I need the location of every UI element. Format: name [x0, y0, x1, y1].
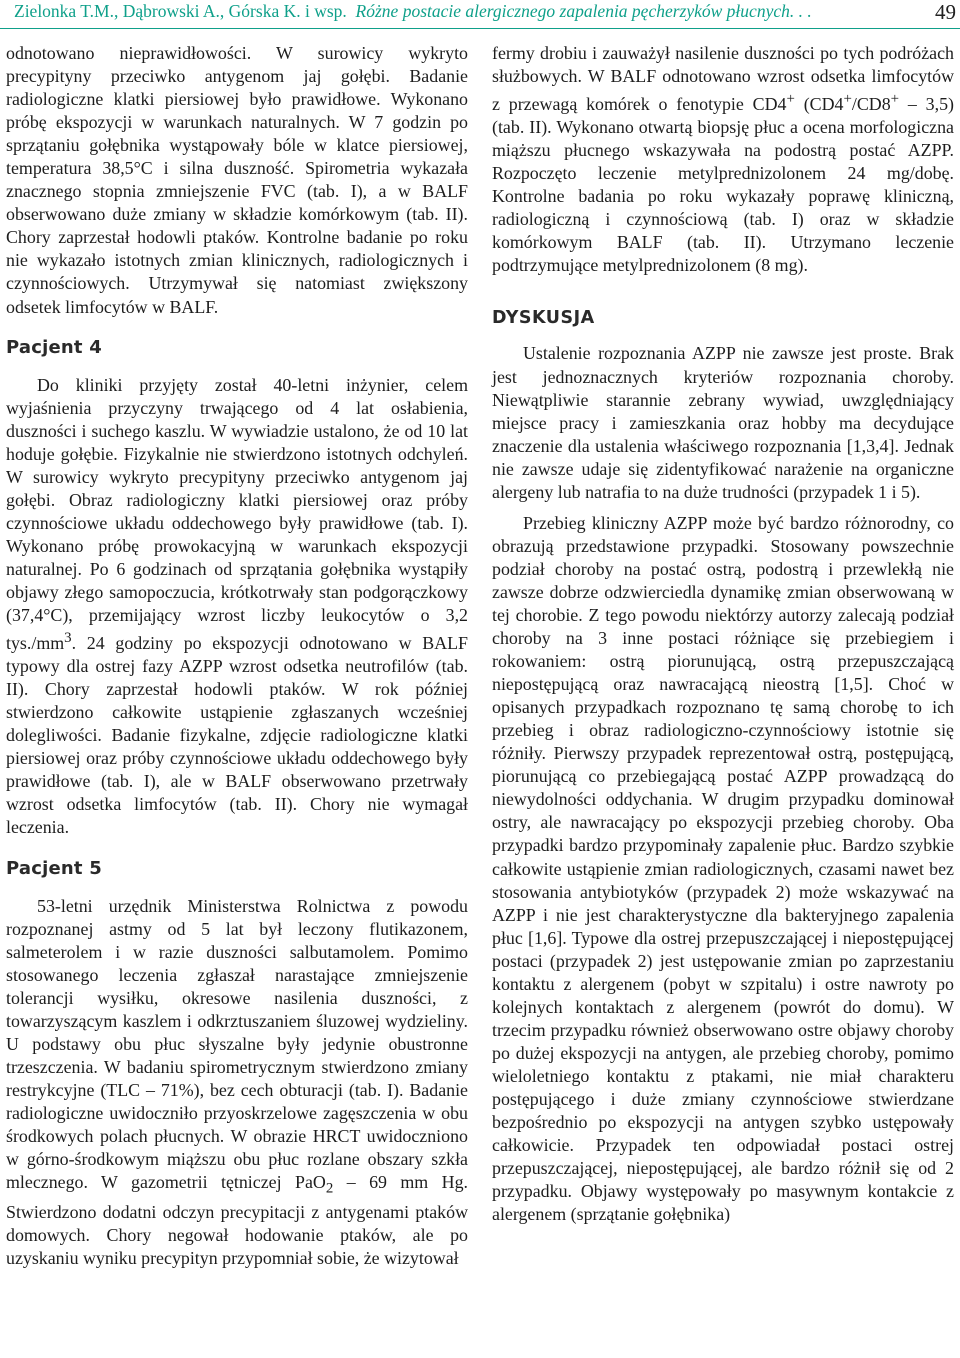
- case5-cont-a: fermy drobiu i zauważył nasilenie duszności po tych podróżach służbowych. W BALF odnotowano wzrost odsetka limfocytów z przewagą komórek o fenotypie CD4: [492, 43, 954, 115]
- case4-text-b: . 24 godziny po ekspozycji odnotowano w BALF typowy dla ostrej fazy AZPP wzrost odsetka neutrofilów (tab. II). Chory zaprzestał hodowli ptaków. W rok później stwierdzono całkowite ustąpienie zgłaszanych wcześniej dolegliwości. Badanie fizykalne, zdjęcie radiologiczne klatki piersiowej oraz próby czynnościowe układu oddechowego były prawidłowe (tab. I), ale w BALF obserwowano przetrwały wzrost odsetka limfocytów (tab. II). Chory nie wymagał leczenia.: [6, 633, 468, 838]
- case4-text-a: Do kliniki przyjęty został 40-letni inżynier, celem wyjaśnienia przyczyny trwającego od 4 lat osłabienia, duszności i suchego kaszlu. W wywiadzie ustalono, że od 10 lat hoduje gołębie. Fizykalnie nie stwierdzono istotnych odchyleń. W surowicy wykryto precypityny przeciwko antygenom jaj gołębi. Obraz radiologiczny klatki piersiowej oraz próby czynnościowe układu oddechowego były prawidłowe (tab. I). Wykonano próbę prowokacyjną w warunkach ekspozycji naturalnej. Po 6 godzinach od sprzątania gołębnika wystąpiły objawy złego samopoczucia, krótkotrwały stan podgorączkowy (37,4°C), przemijający wzrost liczby leukocytów o 3,2 tys./mm: [6, 374, 468, 654]
- case5-cont-b: (CD4: [794, 94, 844, 115]
- discussion-paragraph-2: Przebieg kliniczny AZPP może być bardzo różnorodny, co obrazują przedstawione przypadki. Stosowany powszechnie podział choroby na postać ostrą, podostrą i przewlekłą nie zawsze dobrze odzwierciedla dynamikę zmian obserwowaną w tej chorobie. Z tego powodu niektórzy autorzy zalecają podział choroby na 3 inne postaci różniące się przebiegiem i rokowaniem: ostrą piorunującą, ostrą przepuszczającą niepostępującą oraz nawracającą nieostrą [1,5]. Choć w opisanych przypadkach rozpoznano tę samą chorobę to ich przebieg i obraz radiologiczno-czynnościowy istotnie się różniły. Pierwszy przypadek reprezentował ostrą, postępującą, piorunującą co przebiegającą postać AZPP prowadzącą do niewydolności oddychania. W drugim przypadku dominował ostry, ale nawracający po ekspozycji przebieg choroby. Oba przypadki bardzo przypominały zapalenie płuc. Bardzo szybkie całkowite ustąpienie zmian radiologicznych, czasami nawet bez stosowania antybiotyków (przypadek 2) może wskazywać na AZPP i nie jest charakterystyczne dla bakteryjnego zapalenia płuc [1,6]. Typowe dla ostrej przepuszczającej i niepostępującej postaci (przypadek 2) jest ustępowanie zmian po zaprzestaniu kontaktu z alergenem (pobyt w szpitalu) i ostre nawroty po kolejnych kontaktach z alergenem (powrót do domu). W trzecim przypadku również obserwowano ostre objawy choroby po dużej ekspozycji na antygen, ale przebieg choroby, pomimo wieloletniego kontaktu z ptakami, nie miał charakteru postępującego i duże zmiany czynnościowe stwierdzane bezpośrednio po ekspozycji na antygen szybko ustępowały całkowicie. Przypadek ten odpowiadał postaci ostrej przepuszczającej, niepostępującej, ale bardzo różnił się od 2 przypadku. Objawy występowały po masywnym kontakcie z alergenem (sprzątanie gołębnika): [492, 512, 954, 1225]
- case3-continuation: odnotowano nieprawidłowości. W surowicy wykryto precypityny przeciwko antygenom jaj gołębi. Badanie radiologiczne klatki piersiowej było prawidłowe. Wykonano próbę ekspozycji w warunkach naturalnych. W 7 godzin po sprzątaniu gołębnika wystąpowały bóle w klatce piersiowej, temperatura 38,5°C i silna duszność. Spirometria wykazała znacznego stopnia zmniejszenie FVC (tab. I), a w BALF obserwowano duże zmiany w składzie komórkowym (tab. II). Chory zaprzestał hodowli ptaków. Kontrolne badanie po roku nie wykazało istotnych zmian klinicznych, radiologicznych i czynnościowych. Utrzymywał się natomiast zwiększony odsetek limfocytów w BALF.: [6, 43, 468, 317]
- header-citation: [14, 1, 812, 22]
- header-rule: [0, 28, 960, 29]
- case5-heading: Pacjent 5: [6, 857, 102, 879]
- left-column: [6, 42, 468, 1270]
- case4-superscript: 3: [64, 630, 72, 647]
- running-header: [0, 0, 960, 30]
- page-number: 49: [935, 0, 956, 24]
- case4-paragraph: [6, 374, 468, 840]
- sup-plus-2: +: [843, 91, 852, 108]
- case5-text-b: – 69 mm Hg. Stwierdzono dodatni odczyn precypitacji z antygenami ptaków domowych. Chory negował hodowanie ptaków, ale po uzyskaniu wyniku precypityn przypomniał sobie, że wizytował: [6, 1172, 468, 1268]
- sup-plus-3: +: [890, 91, 900, 108]
- case4-heading: Pacjent 4: [6, 336, 102, 358]
- case5-cont-c: /CD8: [851, 94, 891, 115]
- discussion-paragraph-1: Ustalenie rozpoznania AZPP nie zawsze jest proste. Brak jest jednoznacznych kryteriów rozpoznania choroby. Niewątpliwie starannie zebrany wywiad, uwzględniający miejsce pracy i zamieszkania oraz hobby ma decydujące znaczenie dla ustalenia właściwego rozpoznania [1,3,4]. Jednak nie zawsze udaje się zidentyfikować narażenie na organiczne alergeny lub natrafia to na duże trudności (przypadek 1 i 5).: [492, 343, 954, 502]
- paragraph-gap: [492, 504, 954, 512]
- case5-cont-d: – 3,5) (tab. II). Wykonano otwartą biopsję płuc a ocena morfologiczna miąższu płucnego wskazywała na podostrą postać AZPP. Rozpoczęto leczenie metylprednizolonem 24 mg/dobę. Kontrolne badania po roku wykazały poprawę kliniczną, radiologiczną i czynnościową (tab. I) oraz w składzie komórkowym BALF (tab. II). Utrzymano leczenie podtrzymujące metylprednizolonem (8 mg).: [492, 94, 954, 276]
- discussion-heading: DYSKUSJA: [492, 308, 595, 329]
- case5-subscript: 2: [325, 1180, 334, 1197]
- case5-continuation: [492, 42, 954, 277]
- case5-paragraph: [6, 895, 468, 1270]
- sup-plus-1: +: [786, 91, 795, 108]
- right-column: [492, 42, 954, 1226]
- header-authors: Zielonka T.M., Dąbrowski A., Górska K. i wsp.: [14, 1, 347, 21]
- header-title: Różne postacie alergicznego zapalenia pęcherzyków płucnych. . .: [355, 1, 812, 21]
- case5-text-a: 53-letni urzędnik Ministerstwa Rolnictwa z powodu rozpoznanej astmy od 5 lat był leczony flutikazonem, salmeterolem i w razie duszności salbutamolem. Pomimo stosowanego leczenia zgłaszał narastające zmniejszenie tolerancji wysiłku, okresowe nasilenia duszności, z towarzyszącym kaszlem i odkrztuszaniem śluzowej wydzieliny. U podstawy obu płuc słyszalne były jedynie obustronne trzeszczenia. W badaniu spirometrycznym stwierdzono zmiany restrykcyjne (TLC – 71%), bez cech obturacji (tab. I). Badanie radiologiczne uwidoczniło przyoskrzelowe zagęszczenia w obu środkowych polach płucnych. W obrazie HRCT uwidoczniono w górno-środkowym miąższu obu płuc rozlane obszary szkła mlecznego. W gazometrii tętniczej PaO: [6, 895, 468, 1193]
